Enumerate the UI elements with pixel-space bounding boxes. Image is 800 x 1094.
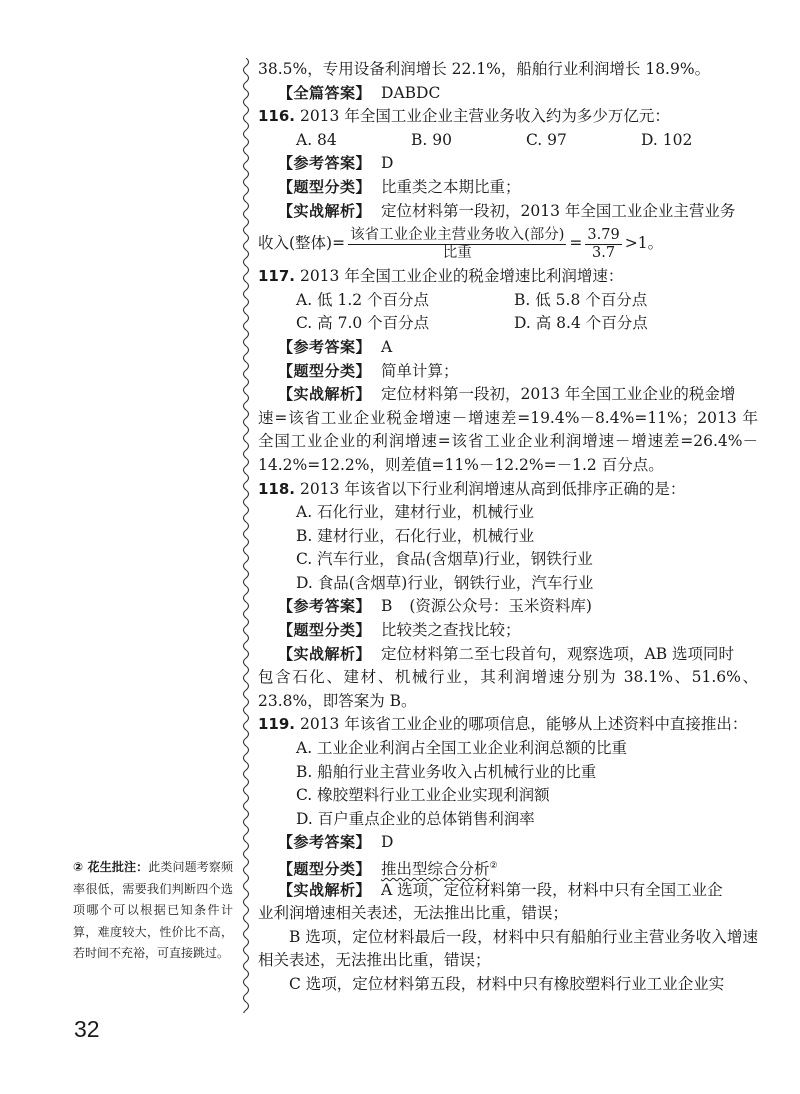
wavy-divider-line — [240, 58, 252, 1013]
category-value: 比较类之查找比较； — [381, 621, 521, 640]
analysis-label: 【实战解析】 — [278, 201, 372, 220]
formula-equals: = — [569, 234, 583, 253]
main-column — [258, 58, 758, 997]
category-label: 【题型分类】 — [278, 177, 372, 196]
fraction-2-denominator: 3.7 — [592, 244, 616, 261]
option-d: D. 食品(含烟草)行业，钢铁行业，汽车行业 — [296, 573, 594, 592]
option-b: B. 90 — [411, 130, 452, 149]
formula-prefix: 收入(整体)= — [258, 234, 346, 253]
options-117-row2 — [258, 312, 758, 336]
option-d: D. 高 8.4 个百分点 — [514, 314, 648, 333]
answer-119 — [258, 831, 758, 855]
ref-answer-value: D — [381, 154, 394, 173]
ref-answer-label: 【参考答案】 — [278, 597, 372, 616]
ref-answer-label: 【参考答案】 — [278, 154, 372, 173]
option-c: C. 97 — [526, 130, 567, 149]
category-label: 【题型分类】 — [278, 361, 372, 380]
option-c: C. 橡胶塑料行业工业企业实现利润额 — [296, 786, 550, 805]
option-c: C. 高 7.0 个百分点 — [296, 314, 430, 333]
question-text: 2013 年全国工业企业的税金增速比利润增速： — [299, 267, 624, 286]
answer-118 — [258, 595, 758, 619]
question-118 — [258, 478, 758, 502]
category-118 — [258, 619, 758, 643]
analysis-119-option-c: C 选项，定位材料第五段，材料中只有橡胶塑料行业工业企业实 — [289, 974, 725, 993]
category-119 — [258, 855, 758, 879]
option-c: C. 汽车行业，食品(含烟草)行业，钢铁行业 — [296, 550, 593, 569]
category-value: 比重类之本期比重； — [381, 177, 521, 196]
analysis-label: 【实战解析】 — [278, 385, 372, 404]
option-b: B. 船舶行业主营业务收入占机械行业的比重 — [296, 762, 597, 781]
annotation-marker: ② 花生批注： — [73, 860, 149, 874]
analysis-119-line2: 业利润增速相关表述，无法推出比重，错误； — [258, 904, 569, 923]
analysis-116-formula — [258, 223, 758, 265]
analysis-text: 定位材料第二至七段首句，观察选项，AB 选项同时 — [381, 644, 735, 663]
category-116 — [258, 176, 758, 200]
option-d: D. 102 — [641, 130, 693, 149]
option-a: A. 低 1.2 个百分点 — [296, 290, 430, 309]
options-116 — [258, 129, 758, 153]
source-note: (资源公众号：玉米资料库) — [409, 597, 592, 616]
analysis-text: 定位材料第一段初，2013 年全国工业企业主营业务 — [381, 201, 736, 220]
footnote-marker: ② — [489, 861, 498, 871]
fraction-1-denominator: 比重 — [442, 244, 472, 261]
option-b: B. 低 5.8 个百分点 — [514, 290, 648, 309]
category-label: 【题型分类】 — [278, 621, 372, 640]
options-117-row1 — [258, 289, 758, 313]
option-d: D. 百户重点企业的总体销售利润率 — [296, 809, 535, 828]
analysis-118-line1 — [258, 643, 758, 667]
ref-answer-value: A — [381, 337, 393, 356]
analysis-119-line1 — [258, 879, 758, 903]
category-label: 【题型分类】 — [278, 860, 372, 879]
fraction-2 — [585, 227, 621, 262]
page-number: 32 — [74, 1016, 100, 1042]
analysis-119-option-b: B 选项，定位材料最后一段，材料中只有船舶行业主营业务收入增速相关表述，无法推出比重，错误； — [258, 927, 758, 970]
category-value: 简单计算； — [381, 361, 459, 380]
analysis-118-rest: 包含石化、建材、机械行业，其利润增速分别为 38.1%、51.6%、23.8%，即答案为 B。 — [258, 668, 758, 710]
question-text: 2013 年该省以下行业利润增速从高到低排序正确的是： — [299, 479, 686, 498]
fraction-1 — [348, 227, 566, 262]
annotation-text: 此类问题考察频率很低，需要我们判断四个选项哪个可以根据已知条件计算，难度较大，性价比不高，若时间不充裕，可直接跳过。 — [73, 860, 233, 960]
question-text: 2013 年全国工业企业主营业务收入约为多少万亿元： — [299, 107, 670, 126]
question-116 — [258, 105, 758, 129]
option-b: B. 建材行业，石化行业，机械行业 — [296, 526, 535, 545]
question-number: 117. — [258, 267, 296, 286]
ref-answer-value: B — [381, 597, 393, 616]
option-a: A. 84 — [296, 130, 337, 149]
question-number: 119. — [258, 715, 296, 734]
side-annotation — [73, 857, 233, 965]
question-117 — [258, 265, 758, 289]
question-number: 116. — [258, 107, 296, 126]
question-text: 2013 年该省工业企业的哪项信息，能够从上述资料中直接推出： — [299, 715, 748, 734]
ref-answer-label: 【参考答案】 — [278, 833, 372, 852]
analysis-117-line1 — [258, 383, 758, 407]
question-119 — [258, 713, 758, 737]
analysis-text: 定位材料第一段初，2013 年全国工业企业的税金增 — [381, 385, 736, 404]
answer-117 — [258, 336, 758, 360]
analysis-label: 【实战解析】 — [278, 644, 372, 663]
fraction-2-numerator: 3.79 — [587, 226, 620, 243]
category-value: 推出型综合分析 — [381, 860, 490, 879]
ref-answer-value: D — [381, 833, 394, 852]
answer-116 — [258, 152, 758, 176]
analysis-label: 【实战解析】 — [278, 880, 372, 899]
analysis-117-rest: 速=该省工业企业税金增速－增速差=19.4%－8.4%=11%；2013 年全国工业企业的利润增速=该省工业企业利润增速－增速差=26.4%－14.2%=12.2%，则差值=11%－12.2%=－1.2 百分点。 — [258, 408, 758, 474]
fraction-1-numerator: 该省工业企业主营业务收入(部分) — [350, 226, 565, 243]
full-answer-label: 【全篇答案】 — [278, 83, 372, 102]
category-117 — [258, 360, 758, 384]
analysis-text: A 选项，定位材料第一段，材料中只有全国工业企 — [381, 880, 723, 899]
option-a: A. 工业企业利润占全国工业企业利润总额的比重 — [296, 739, 628, 758]
prev-continuation: 38.5%，专用设备利润增长 22.1%，船舶行业利润增长 18.9%。 — [258, 60, 711, 78]
full-answer-line — [258, 82, 758, 106]
formula-suffix: >1。 — [624, 234, 664, 253]
question-number: 118. — [258, 479, 296, 498]
full-answer-value: DABDC — [381, 83, 441, 102]
analysis-116-line1 — [258, 200, 758, 224]
ref-answer-label: 【参考答案】 — [278, 337, 372, 356]
option-a: A. 石化行业，建材行业，机械行业 — [296, 503, 535, 522]
